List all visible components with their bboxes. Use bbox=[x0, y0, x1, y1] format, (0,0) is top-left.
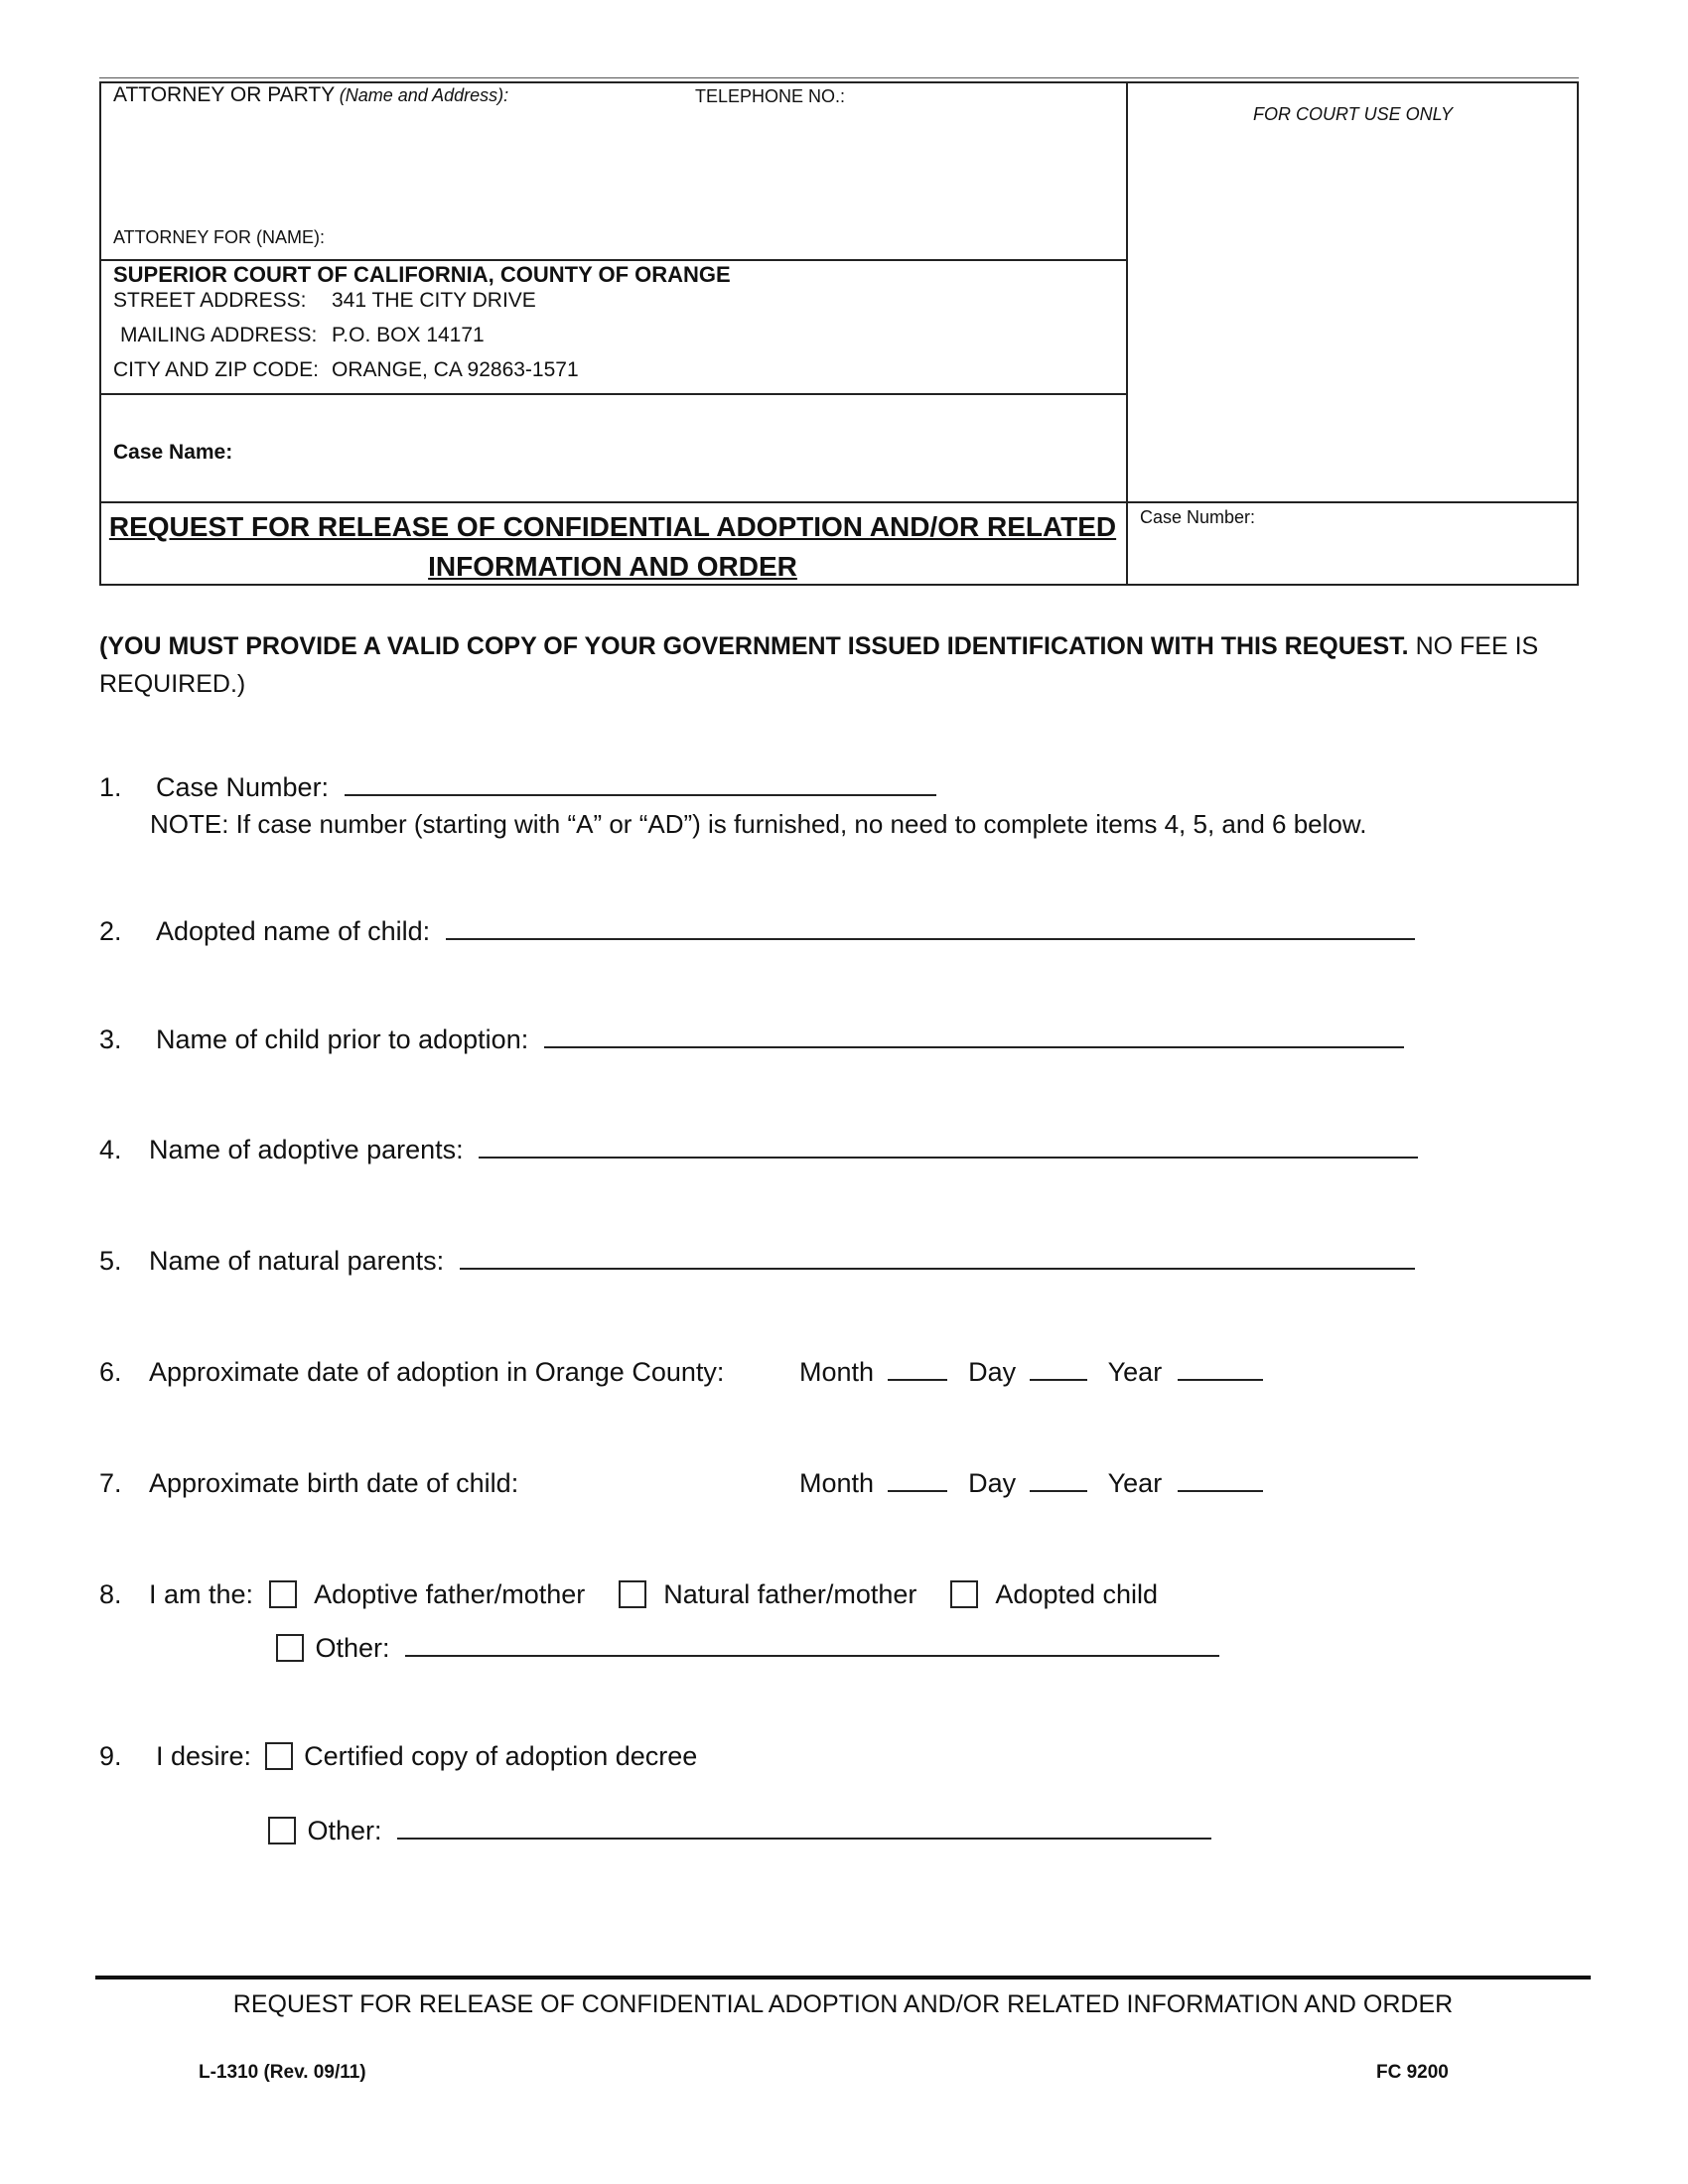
item-8-other bbox=[276, 1633, 1219, 1664]
adopted-name-input[interactable] bbox=[446, 916, 1415, 940]
item-1 bbox=[99, 772, 936, 803]
attorney-hint: (Name and Address): bbox=[339, 85, 509, 105]
adoptive-parent-checkbox[interactable] bbox=[269, 1580, 297, 1608]
street-label: STREET ADDRESS: bbox=[113, 289, 307, 312]
other-request-checkbox[interactable] bbox=[268, 1817, 296, 1844]
court-section-rule bbox=[99, 259, 1126, 261]
item-4 bbox=[99, 1135, 1418, 1165]
birth-day-input[interactable] bbox=[1030, 1468, 1087, 1492]
case-number-input[interactable] bbox=[345, 772, 936, 796]
city-value: ORANGE, CA 92863-1571 bbox=[332, 358, 579, 381]
case-number-label: Case Number: bbox=[1140, 507, 1256, 527]
certified-copy-checkbox[interactable] bbox=[265, 1742, 293, 1770]
year-label: Year bbox=[1107, 1468, 1163, 1498]
id-notice-bold: (YOU MUST PROVIDE A VALID COPY OF YOUR GOVERNMENT ISSUED IDENTIFICATION WITH THIS REQUEST. bbox=[99, 632, 1409, 660]
attorney-party-field[interactable] bbox=[113, 83, 508, 107]
item-number: 3. bbox=[99, 1024, 122, 1054]
court-use-label: FOR COURT USE ONLY bbox=[1253, 104, 1454, 124]
mailing-value: P.O. BOX 14171 bbox=[332, 324, 485, 346]
adoptive-parents-input[interactable] bbox=[479, 1135, 1418, 1159]
attorney-for-label: ATTORNEY FOR (NAME): bbox=[113, 227, 326, 247]
item-number: 5. bbox=[99, 1246, 122, 1276]
footer-rule bbox=[95, 1976, 1591, 1979]
item-9 bbox=[99, 1741, 697, 1772]
prior-name-input[interactable] bbox=[544, 1024, 1404, 1048]
other-request-input[interactable] bbox=[397, 1816, 1211, 1840]
mailing-label: MAILING ADDRESS: bbox=[120, 324, 318, 346]
natural-parents-input[interactable] bbox=[460, 1246, 1415, 1270]
case-number-item-label: Case Number: bbox=[156, 772, 330, 802]
case-name-rule bbox=[99, 393, 1126, 395]
adoptive-parents-label: Name of adoptive parents: bbox=[149, 1135, 464, 1164]
footer-title: REQUEST FOR RELEASE OF CONFIDENTIAL ADOPTION AND/OR RELATED INFORMATION AND ORDER bbox=[232, 1990, 1454, 2018]
month-label: Month bbox=[799, 1468, 875, 1498]
statute-code: FC 9200 bbox=[1376, 2062, 1449, 2083]
adoption-year-input[interactable] bbox=[1178, 1357, 1263, 1381]
item-number: 6. bbox=[99, 1357, 122, 1387]
street-value: 341 THE CITY DRIVE bbox=[332, 289, 536, 312]
birth-month-input[interactable] bbox=[888, 1468, 947, 1492]
caption-divider bbox=[1126, 81, 1128, 586]
case-name-label: Case Name: bbox=[113, 441, 233, 464]
top-rule bbox=[99, 77, 1579, 78]
certified-copy-option: Certified copy of adoption decree bbox=[304, 1741, 698, 1771]
telephone-label: TELEPHONE NO.: bbox=[695, 86, 846, 106]
attorney-label: ATTORNEY OR PARTY bbox=[113, 83, 336, 106]
form-id: L-1310 (Rev. 09/11) bbox=[199, 2062, 366, 2083]
birth-date-fields bbox=[799, 1468, 1263, 1499]
natural-parent-option: Natural father/mother bbox=[663, 1579, 917, 1609]
adoption-date-label: Approximate date of adoption in Orange County: bbox=[149, 1357, 725, 1387]
id-notice-fee: NO FEE IS bbox=[1415, 632, 1539, 660]
year-label: Year bbox=[1107, 1357, 1163, 1387]
court-name: SUPERIOR COURT OF CALIFORNIA, COUNTY OF ORANGE bbox=[113, 262, 731, 287]
adopted-child-checkbox[interactable] bbox=[950, 1580, 978, 1608]
item-3 bbox=[99, 1024, 1404, 1055]
item-number: 4. bbox=[99, 1135, 122, 1164]
item-6 bbox=[99, 1357, 724, 1388]
prior-name-label: Name of child prior to adoption: bbox=[156, 1024, 529, 1054]
birth-date-label: Approximate birth date of child: bbox=[149, 1468, 519, 1498]
city-label: CITY AND ZIP CODE: bbox=[113, 358, 319, 381]
i-am-the-label: I am the: bbox=[149, 1579, 254, 1609]
adopted-name-label: Adopted name of child: bbox=[156, 916, 431, 946]
natural-parents-label: Name of natural parents: bbox=[149, 1246, 445, 1276]
item-5 bbox=[99, 1246, 1415, 1277]
adoptive-parent-option: Adoptive father/mother bbox=[314, 1579, 586, 1609]
other-relation-label: Other: bbox=[315, 1633, 390, 1663]
other-relation-checkbox[interactable] bbox=[276, 1634, 304, 1662]
id-notice-required: REQUIRED.) bbox=[99, 670, 246, 698]
form-title-line1: REQUEST FOR RELEASE OF CONFIDENTIAL ADOPTION AND/OR RELATED bbox=[108, 511, 1117, 542]
id-notice bbox=[99, 627, 1589, 703]
month-label: Month bbox=[799, 1357, 875, 1387]
item-2 bbox=[99, 916, 1415, 947]
item-number: 9. bbox=[99, 1741, 122, 1771]
item-7 bbox=[99, 1468, 518, 1499]
day-label: Day bbox=[968, 1357, 1017, 1387]
item-number: 8. bbox=[99, 1579, 122, 1609]
title-rule bbox=[99, 501, 1579, 503]
i-desire-label: I desire: bbox=[156, 1741, 252, 1771]
natural-parent-checkbox[interactable] bbox=[619, 1580, 646, 1608]
caption-box bbox=[99, 81, 1579, 586]
item-number: 2. bbox=[99, 916, 122, 946]
adopted-child-option: Adopted child bbox=[995, 1579, 1159, 1609]
form-title-line2: INFORMATION AND ORDER bbox=[428, 551, 797, 582]
birth-year-input[interactable] bbox=[1178, 1468, 1263, 1492]
item-8 bbox=[99, 1579, 1158, 1610]
case-number-note: NOTE: If case number (starting with “A” or “AD”) is furnished, no need to complete items 4, 5, and 6 below. bbox=[150, 809, 1367, 839]
other-relation-input[interactable] bbox=[405, 1633, 1219, 1657]
item-number: 1. bbox=[99, 772, 122, 802]
other-request-label: Other: bbox=[307, 1816, 382, 1845]
item-number: 7. bbox=[99, 1468, 122, 1498]
day-label: Day bbox=[968, 1468, 1017, 1498]
item-9-other bbox=[268, 1816, 1211, 1846]
adoption-day-input[interactable] bbox=[1030, 1357, 1087, 1381]
adoption-date-fields bbox=[799, 1357, 1263, 1388]
adoption-month-input[interactable] bbox=[888, 1357, 947, 1381]
